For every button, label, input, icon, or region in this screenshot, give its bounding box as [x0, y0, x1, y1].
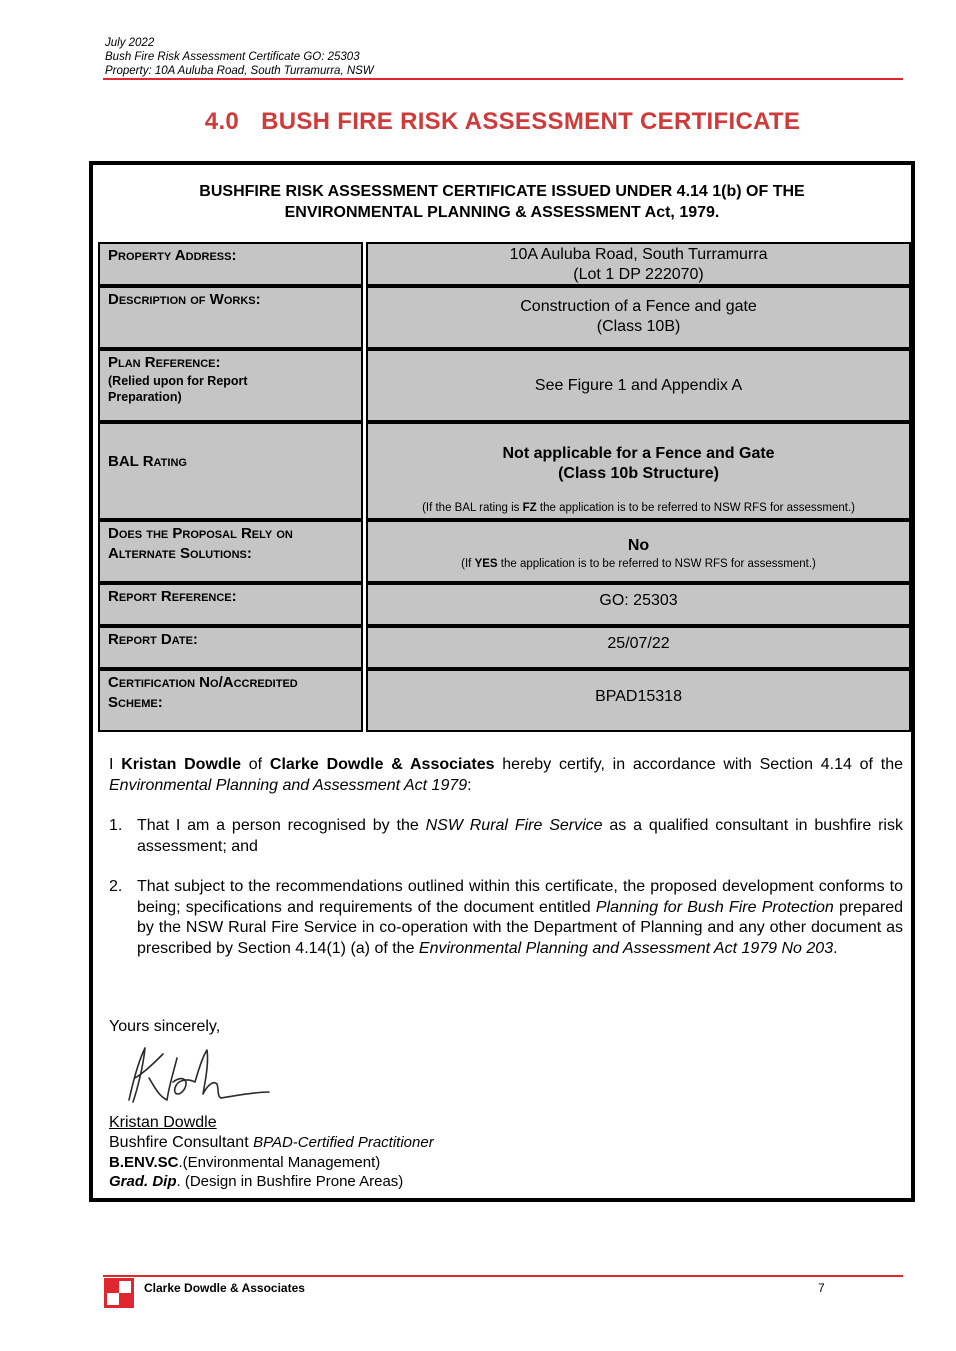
certificate-frame	[89, 161, 915, 1202]
table-row-report-reference	[98, 583, 911, 626]
table-row-property-address	[98, 242, 911, 286]
certificate-heading-line2: ENVIRONMENTAL PLANNING & ASSESSMENT Act, 1979.	[284, 204, 720, 221]
page-number: 7	[818, 1281, 825, 1295]
table-row-alternate-solutions	[98, 520, 911, 583]
description-value: Construction of a Fence and gate (Class 10B)	[366, 286, 911, 349]
running-header	[105, 36, 374, 78]
header-certificate: Bush Fire Risk Assessment Certificate GO: 25303	[105, 51, 360, 63]
certification-value: BPAD15318	[366, 669, 911, 732]
header-property: Property: 10A Auluba Road, South Turramurra, NSW	[105, 65, 374, 77]
bal-note: (If the BAL rating is FZ the application is to be referred to NSW RFS for assessment.)	[422, 502, 855, 514]
signatory-degree: B.ENV.SC.(Environmental Management)	[109, 1154, 381, 1171]
certificate-heading-line1: BUSHFIRE RISK ASSESSMENT CERTIFICATE ISSUED UNDER 4.14 1(b) OF THE	[199, 183, 805, 200]
plan-reference-label: Plan Reference: (Relied upon for Report Preparation)	[98, 349, 363, 422]
property-address-label: Property Address:	[98, 242, 363, 286]
alternate-solutions-value: No (If YES the application is to be referred to NSW RFS for assessment.)	[366, 520, 911, 583]
page-title	[0, 108, 956, 136]
footer-company: Clarke Dowdle & Associates	[144, 1281, 305, 1295]
description-label: Description of Works:	[98, 286, 363, 349]
certification-label: Certification No/Accredited Scheme:	[98, 669, 363, 732]
list-item: 2. That subject to the recommendations outlined within this certificate, the proposed development conforms to being; specifications and requirements of the document entitled Planning for Bush Fire Protection prepared by the NSW Rural Fire Service in co-operation with the Department of Planning and any other document as prescribed by Section 4.14(1) (a) of the Environmental Planning and Assessment Act 1979 No 203.	[109, 878, 904, 957]
signatory-diploma: Grad. Dip. (Design in Bushfire Prone Areas)	[109, 1173, 404, 1190]
table-row-certification	[98, 669, 911, 732]
section-number: 4.0	[204, 108, 240, 135]
signatory-role: Bushfire Consultant BPAD-Certified Practitioner	[109, 1134, 434, 1151]
alternate-solutions-label: Does the Proposal Rely on Alternate Solutions:	[98, 520, 363, 583]
certificate-table	[98, 242, 911, 732]
report-date-label: Report Date:	[98, 626, 363, 669]
signature-block	[109, 1113, 434, 1191]
signatory-name: Kristan Dowdle	[109, 1114, 217, 1131]
alternate-note: (If YES the application is to be referred to NSW RFS for assessment.)	[461, 558, 816, 570]
property-address-value: 10A Auluba Road, South Turramurra (Lot 1 DP 222070)	[366, 242, 911, 286]
list-item: 1. That I am a person recognised by the NSW Rural Fire Service as a qualified consultant in bushfire risk assessment; and	[109, 817, 903, 855]
closing: Yours sincerely,	[109, 1018, 221, 1035]
plan-reference-value: See Figure 1 and Appendix A	[366, 349, 911, 422]
certificate-heading	[93, 181, 911, 223]
signature-image	[115, 1038, 275, 1110]
table-row-description	[98, 286, 911, 349]
table-row-plan-reference	[98, 349, 911, 422]
header-rule	[103, 78, 903, 80]
bal-rating-value: Not applicable for a Fence and Gate (Class 10b Structure) (If the BAL rating is FZ the application is to be referred to NSW RFS for assessment.)	[366, 422, 911, 520]
header-date: July 2022	[105, 37, 155, 49]
table-row-bal-rating	[98, 422, 911, 520]
section-title: BUSH FIRE RISK ASSESSMENT CERTIFICATE	[261, 108, 801, 135]
report-date-value: 25/07/22	[366, 626, 911, 669]
footer-rule	[103, 1275, 903, 1277]
bal-rating-label: BAL Rating	[98, 422, 363, 520]
table-row-report-date	[98, 626, 911, 669]
report-reference-label: Report Reference:	[98, 583, 363, 626]
report-reference-value: GO: 25303	[366, 583, 911, 626]
company-logo-icon	[104, 1278, 134, 1308]
certification-statement: I Kristan Dowdle of Clarke Dowdle & Associates hereby certify, in accordance with Section 4.14 of the Environmental Planning and Assessment Act 1979:	[109, 756, 904, 794]
